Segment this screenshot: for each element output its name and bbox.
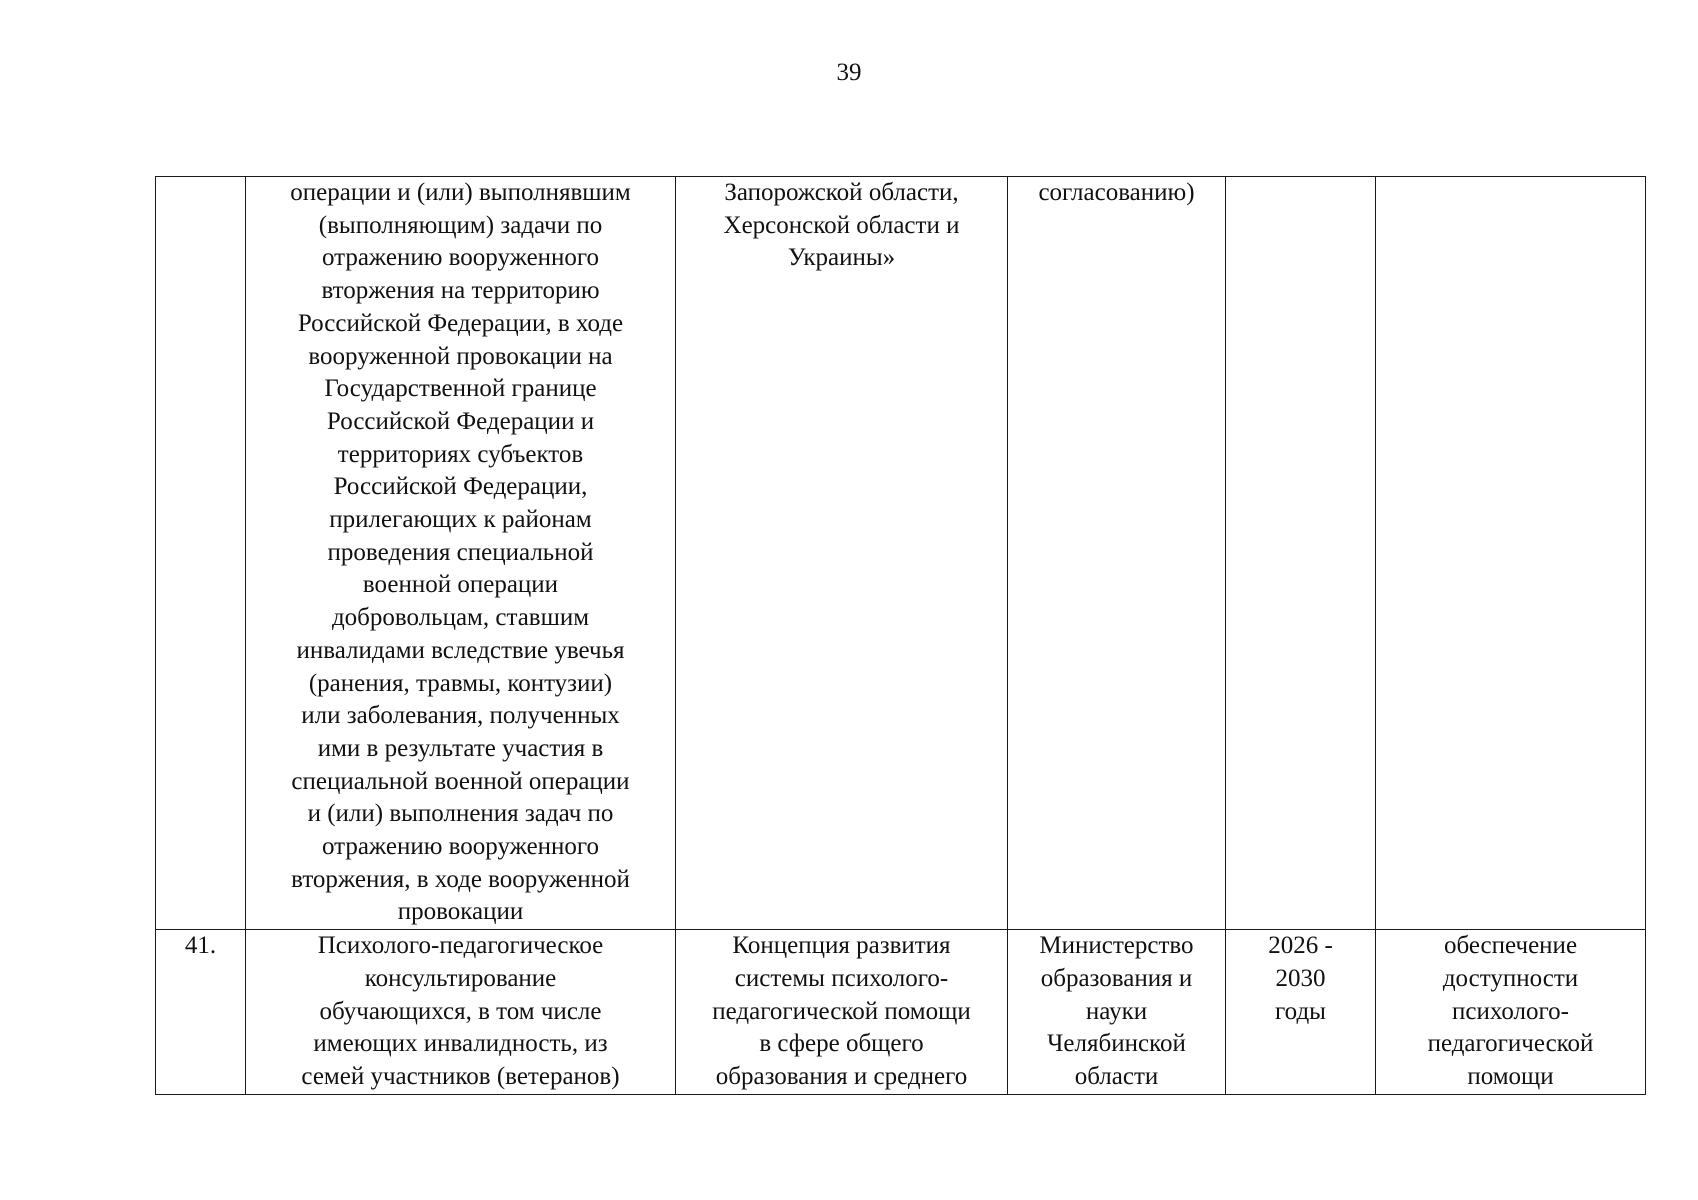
cell-period: 2026 - 2030 годы [1226, 930, 1376, 1095]
cell-result: обеспечение доступности психолого- педагогической помощи [1376, 930, 1646, 1095]
measures-table [155, 176, 1646, 1095]
cell-measure: операции и (или) выполнявшим (выполняющим) задачи по отражению вооруженного вторжения на территорию Российской Федерации, в ходе вооруженной провокации на Государственной границе Российской Федерации и территориях субъектов Российской Федерации, прилегающих к районам проведения специальной военной операции добровольцам, ставшим инвалидами вследствие увечья (ранения, травмы, контузии) или заболевания, полученных ими в результате участия в специальной военной операции и (или) выполнения задач по отражению вооруженного вторжения, в ходе вооруженной провокации [246, 177, 676, 930]
cell-executor: согласованию) [1008, 177, 1226, 930]
table-row [156, 930, 1646, 1095]
cell-measure: Психолого-педагогическое консультирование обучающихся, в том числе имеющих инвалидность, из семей участников (ветеранов) [246, 930, 676, 1095]
cell-number [156, 177, 246, 930]
cell-period [1226, 177, 1376, 930]
cell-document: Запорожской области, Херсонской области и Украины» [676, 177, 1008, 930]
cell-executor: Министерство образования и науки Челябинской области [1008, 930, 1226, 1095]
page-number: 39 [836, 59, 862, 86]
cell-number: 41. [156, 930, 246, 1095]
cell-result [1376, 177, 1646, 930]
cell-document: Концепция развития системы психолого- педагогической помощи в сфере общего образования и среднего [676, 930, 1008, 1095]
table-row [156, 177, 1646, 930]
